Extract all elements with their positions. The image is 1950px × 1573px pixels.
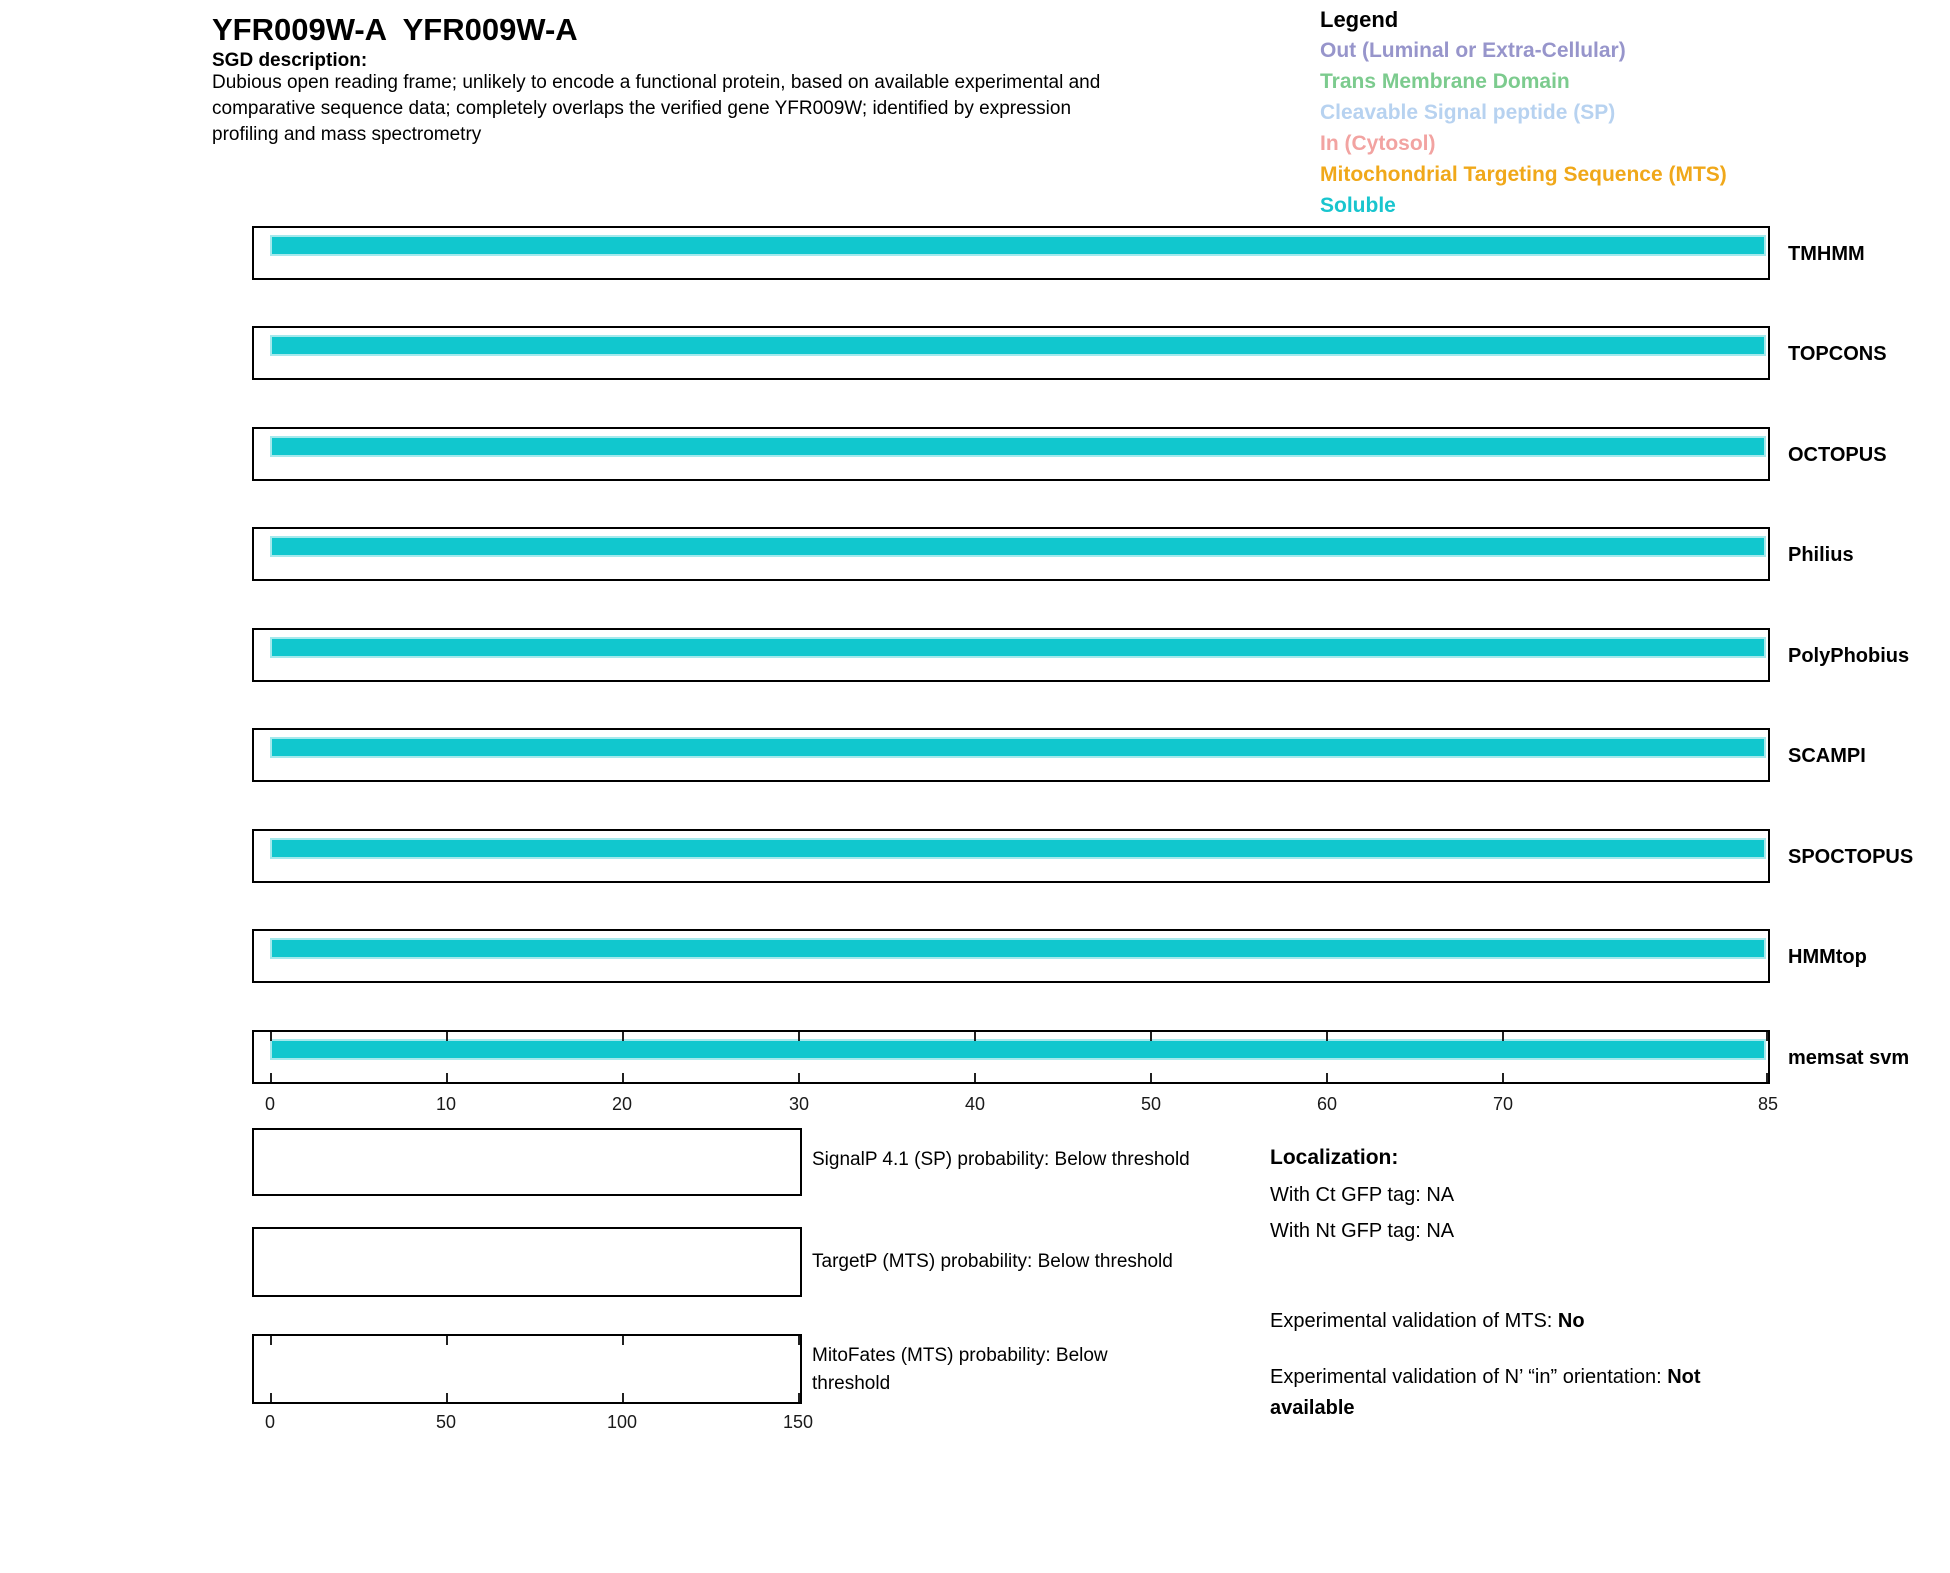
axis-tick-mark xyxy=(974,1073,976,1082)
track-box-philius xyxy=(252,527,1770,581)
axis-tick-mark xyxy=(1502,1032,1504,1041)
soluble-bar xyxy=(270,737,1766,758)
sgd-description-line: Dubious open reading frame; unlikely to encode a functional protein, based on available experimental and xyxy=(212,72,1101,93)
legend-item-tm: Trans Membrane Domain xyxy=(1320,70,1570,93)
targetp-plot xyxy=(252,1227,802,1297)
axis-tick-mark xyxy=(1150,1073,1152,1082)
soluble-bar xyxy=(270,335,1766,356)
axis-tick-mark xyxy=(622,1393,624,1402)
track-label-hmmtop: HMMtop xyxy=(1788,946,1867,968)
legend-item-in: In (Cytosol) xyxy=(1320,132,1436,155)
axis-tick-mark xyxy=(446,1032,448,1041)
track-label-octopus: OCTOPUS xyxy=(1788,444,1887,466)
legend-item-mts: Mitochondrial Targeting Sequence (MTS) xyxy=(1320,163,1727,186)
axis-tick-mark xyxy=(1766,1073,1768,1082)
axis-tick-label: 0 xyxy=(264,1412,276,1432)
axis-tick-mark xyxy=(798,1393,800,1402)
track-label-philius: Philius xyxy=(1788,544,1854,566)
axis-tick-label: 100 xyxy=(606,1412,638,1432)
axis-tick-label: 60 xyxy=(1316,1094,1338,1114)
axis-tick-mark xyxy=(1766,1032,1768,1041)
axis-tick-mark xyxy=(622,1336,624,1345)
axis-tick-mark xyxy=(270,1073,272,1082)
soluble-bar xyxy=(270,1039,1766,1060)
sgd-description-line: comparative sequence data; completely overlaps the verified gene YFR009W; identified by expression xyxy=(212,98,1072,119)
axis-tick-mark xyxy=(270,1336,272,1345)
soluble-bar xyxy=(270,838,1766,859)
track-box-topcons xyxy=(252,326,1770,380)
legend xyxy=(1320,4,1727,221)
track-box-spoctopus xyxy=(252,829,1770,883)
axis-tick-label: 10 xyxy=(435,1094,457,1114)
track-box-octopus xyxy=(252,427,1770,481)
mitofates-plot-label: MitoFates (MTS) probability: Below threshold xyxy=(812,1345,1108,1394)
soluble-bar xyxy=(270,436,1766,457)
track-label-tmhmm: TMHMM xyxy=(1788,243,1865,265)
track-box-scampi xyxy=(252,728,1770,782)
track-label-scampi: SCAMPI xyxy=(1788,745,1866,767)
mts-validation-value: No xyxy=(1557,1310,1585,1332)
axis-tick-mark xyxy=(1150,1032,1152,1041)
legend-item-soluble: Soluble xyxy=(1320,194,1396,217)
track-box-hmmtop xyxy=(252,929,1770,983)
soluble-bar xyxy=(270,637,1766,658)
mitofates-plot xyxy=(252,1334,802,1404)
axis-tick-mark xyxy=(446,1393,448,1402)
targetp-plot-label: TargetP (MTS) probability: Below threshold xyxy=(812,1251,1173,1272)
track-box-memsat-svm xyxy=(252,1030,1770,1084)
track-label-spoctopus: SPOCTOPUS xyxy=(1788,846,1914,868)
axis-tick-label: 50 xyxy=(435,1412,457,1432)
orientation-validation-value: Not available xyxy=(1270,1366,1701,1419)
axis-tick-mark xyxy=(270,1032,272,1041)
axis-tick-mark xyxy=(446,1073,448,1082)
axis-tick-mark xyxy=(974,1032,976,1041)
track-label-memsat-svm: memsat svm xyxy=(1788,1047,1910,1069)
axis-tick-label: 150 xyxy=(782,1412,814,1432)
ct-gfp-line: With Ct GFP tag: NA xyxy=(1270,1184,1455,1206)
nt-gfp-line: With Nt GFP tag: NA xyxy=(1270,1220,1455,1242)
axis-tick-label: 50 xyxy=(1140,1094,1162,1114)
soluble-bar xyxy=(270,536,1766,557)
orientation-validation-line: Experimental validation of N’ “in” orientation: Not available xyxy=(1270,1366,1701,1419)
soluble-bar xyxy=(270,235,1766,256)
signalp-plot xyxy=(252,1128,802,1196)
axis-tick-label: 30 xyxy=(788,1094,810,1114)
axis-tick-label: 0 xyxy=(264,1094,276,1114)
axis-tick-label: 40 xyxy=(964,1094,986,1114)
mts-validation-line: Experimental validation of MTS: No xyxy=(1270,1310,1585,1332)
signalp-plot-label: SignalP 4.1 (SP) probability: Below threshold xyxy=(812,1149,1190,1170)
axis-tick-mark xyxy=(798,1336,800,1345)
legend-title: Legend xyxy=(1320,7,1399,32)
axis-tick-mark xyxy=(1326,1073,1328,1082)
legend-item-out: Out (Luminal or Extra-Cellular) xyxy=(1320,39,1626,62)
axis-tick-mark xyxy=(798,1032,800,1041)
track-label-topcons: TOPCONS xyxy=(1788,343,1887,365)
axis-tick-label: 20 xyxy=(611,1094,633,1114)
axis-tick-mark xyxy=(1502,1073,1504,1082)
axis-tick-mark xyxy=(798,1073,800,1082)
legend-item-sp: Cleavable Signal peptide (SP) xyxy=(1320,101,1616,124)
axis-tick-label: 70 xyxy=(1492,1094,1514,1114)
sgd-description-label: SGD description: xyxy=(212,50,368,71)
axis-tick-label: 85 xyxy=(1757,1094,1779,1114)
sgd-description xyxy=(212,70,1272,148)
axis-tick-mark xyxy=(1326,1032,1328,1041)
sgd-description-line: profiling and mass spectrometry xyxy=(212,124,482,145)
track-label-polyphobius: PolyPhobius xyxy=(1788,645,1910,667)
page-title: YFR009W-A YFR009W-A xyxy=(212,12,578,47)
soluble-bar xyxy=(270,938,1766,959)
axis-tick-mark xyxy=(622,1032,624,1041)
track-box-polyphobius xyxy=(252,628,1770,682)
localization-title: Localization: xyxy=(1270,1146,1399,1169)
axis-tick-mark xyxy=(622,1073,624,1082)
axis-tick-mark xyxy=(270,1393,272,1402)
track-box-tmhmm xyxy=(252,226,1770,280)
axis-tick-mark xyxy=(446,1336,448,1345)
